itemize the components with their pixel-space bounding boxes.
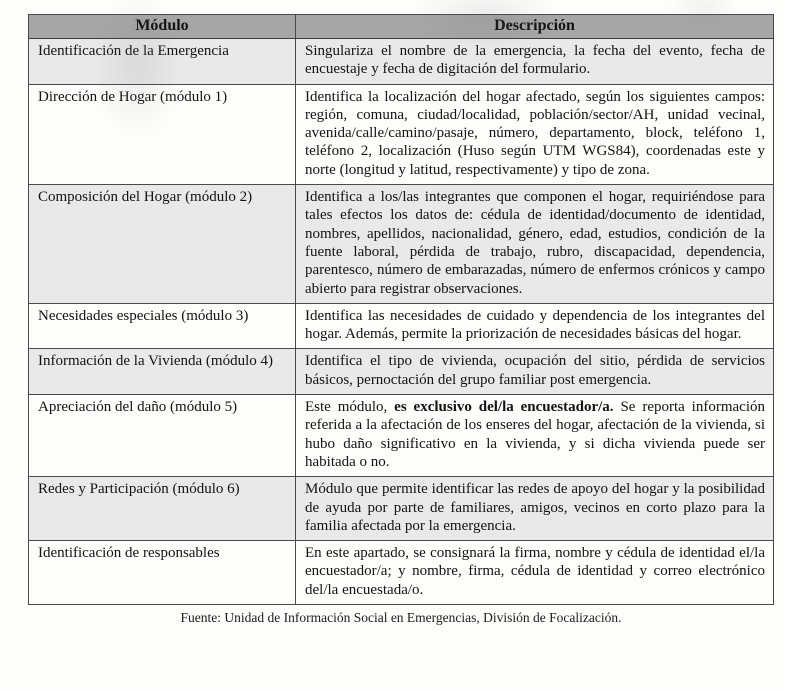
description-text: Se reporta información referida a la afectación de los enseres del hogar, afectación de la vivienda, si hubo daño significativo en la vivienda, y si dicha vivienda puede ser habitada o no. [305,399,765,470]
description-cell: Identifica las necesidades de cuidado y dependencia de los integrantes del hogar. Además, permite la priorización de necesidades básicas del hogar. [296,303,774,349]
module-cell: Apreciación del daño (módulo 5) [29,395,296,477]
module-cell: Necesidades especiales (módulo 3) [29,303,296,349]
column-header-modulo: Módulo [29,15,296,39]
description-cell: Identifica la localización del hogar afectado, según los siguientes campos: región, comuna, ciudad/localidad, población/sector/AH, unidad vecinal, avenida/calle/camino/pasaje, número, departamento, block, teléfono 1, teléfono 2, localización (Huso según UTM WGS84), coordenadas este y norte (longitud y latitud, respectivamente) y tipo de zona. [296,84,774,184]
source-caption: Fuente: Unidad de Información Social en Emergencias, División de Focalización. [180,610,622,626]
module-cell: Composición del Hogar (módulo 2) [29,185,296,304]
table-row-composicion-hogar [29,185,774,304]
description-cell: Identifica el tipo de vivienda, ocupación del sitio, pérdida de servicios básicos, pernoctación del grupo familiar post emergencia. [296,349,774,395]
module-cell: Dirección de Hogar (módulo 1) [29,84,296,184]
table-row-necesidades-especiales [29,303,774,349]
module-cell: Identificación de responsables [29,541,296,605]
table-row-identificacion-emergencia [29,39,774,85]
column-header-descripcion: Descripción [296,15,774,39]
description-cell [296,395,774,477]
description-cell: En este apartado, se consignará la firma, nombre y cédula de identidad el/la encuestador/a; y nombre, firma, cédula de identidad y correo electrónico del/la encuestada/o. [296,541,774,605]
table-row-redes-participacion [29,477,774,541]
table-header-row [29,15,774,39]
modules-table [28,14,774,605]
table-row-apreciacion-dano [29,395,774,477]
module-cell: Identificación de la Emergencia [29,39,296,85]
table-row-direccion-hogar [29,84,774,184]
description-cell: Singulariza el nombre de la emergencia, la fecha del evento, fecha de encuestaje y fecha de digitación del formulario. [296,39,774,85]
table-row-identificacion-responsables [29,541,774,605]
description-bold-text: es exclusivo del/la encuestador/a. [394,399,614,416]
description-text: Este módulo, [305,399,395,416]
module-cell: Redes y Participación (módulo 6) [29,477,296,541]
table-row-informacion-vivienda [29,349,774,395]
module-cell: Información de la Vivienda (módulo 4) [29,349,296,395]
description-cell: Módulo que permite identificar las redes de apoyo del hogar y la posibilidad de ayuda por parte de familiares, amigos, vecinos en corto plazo para la familia afectada por la emergencia. [296,477,774,541]
description-cell: Identifica a los/las integrantes que componen el hogar, requiriéndose para tales efectos los datos de: cédula de identidad/documento de identidad, nombres, apellidos, nacionalidad, género, edad, estudios, condición de la fuente laboral, pérdida de trabajo, rubro, discapacidad, dependencia, parentesco, número de embarazadas, número de enfermos crónicos y campo abierto para registrar observaciones. [296,185,774,304]
